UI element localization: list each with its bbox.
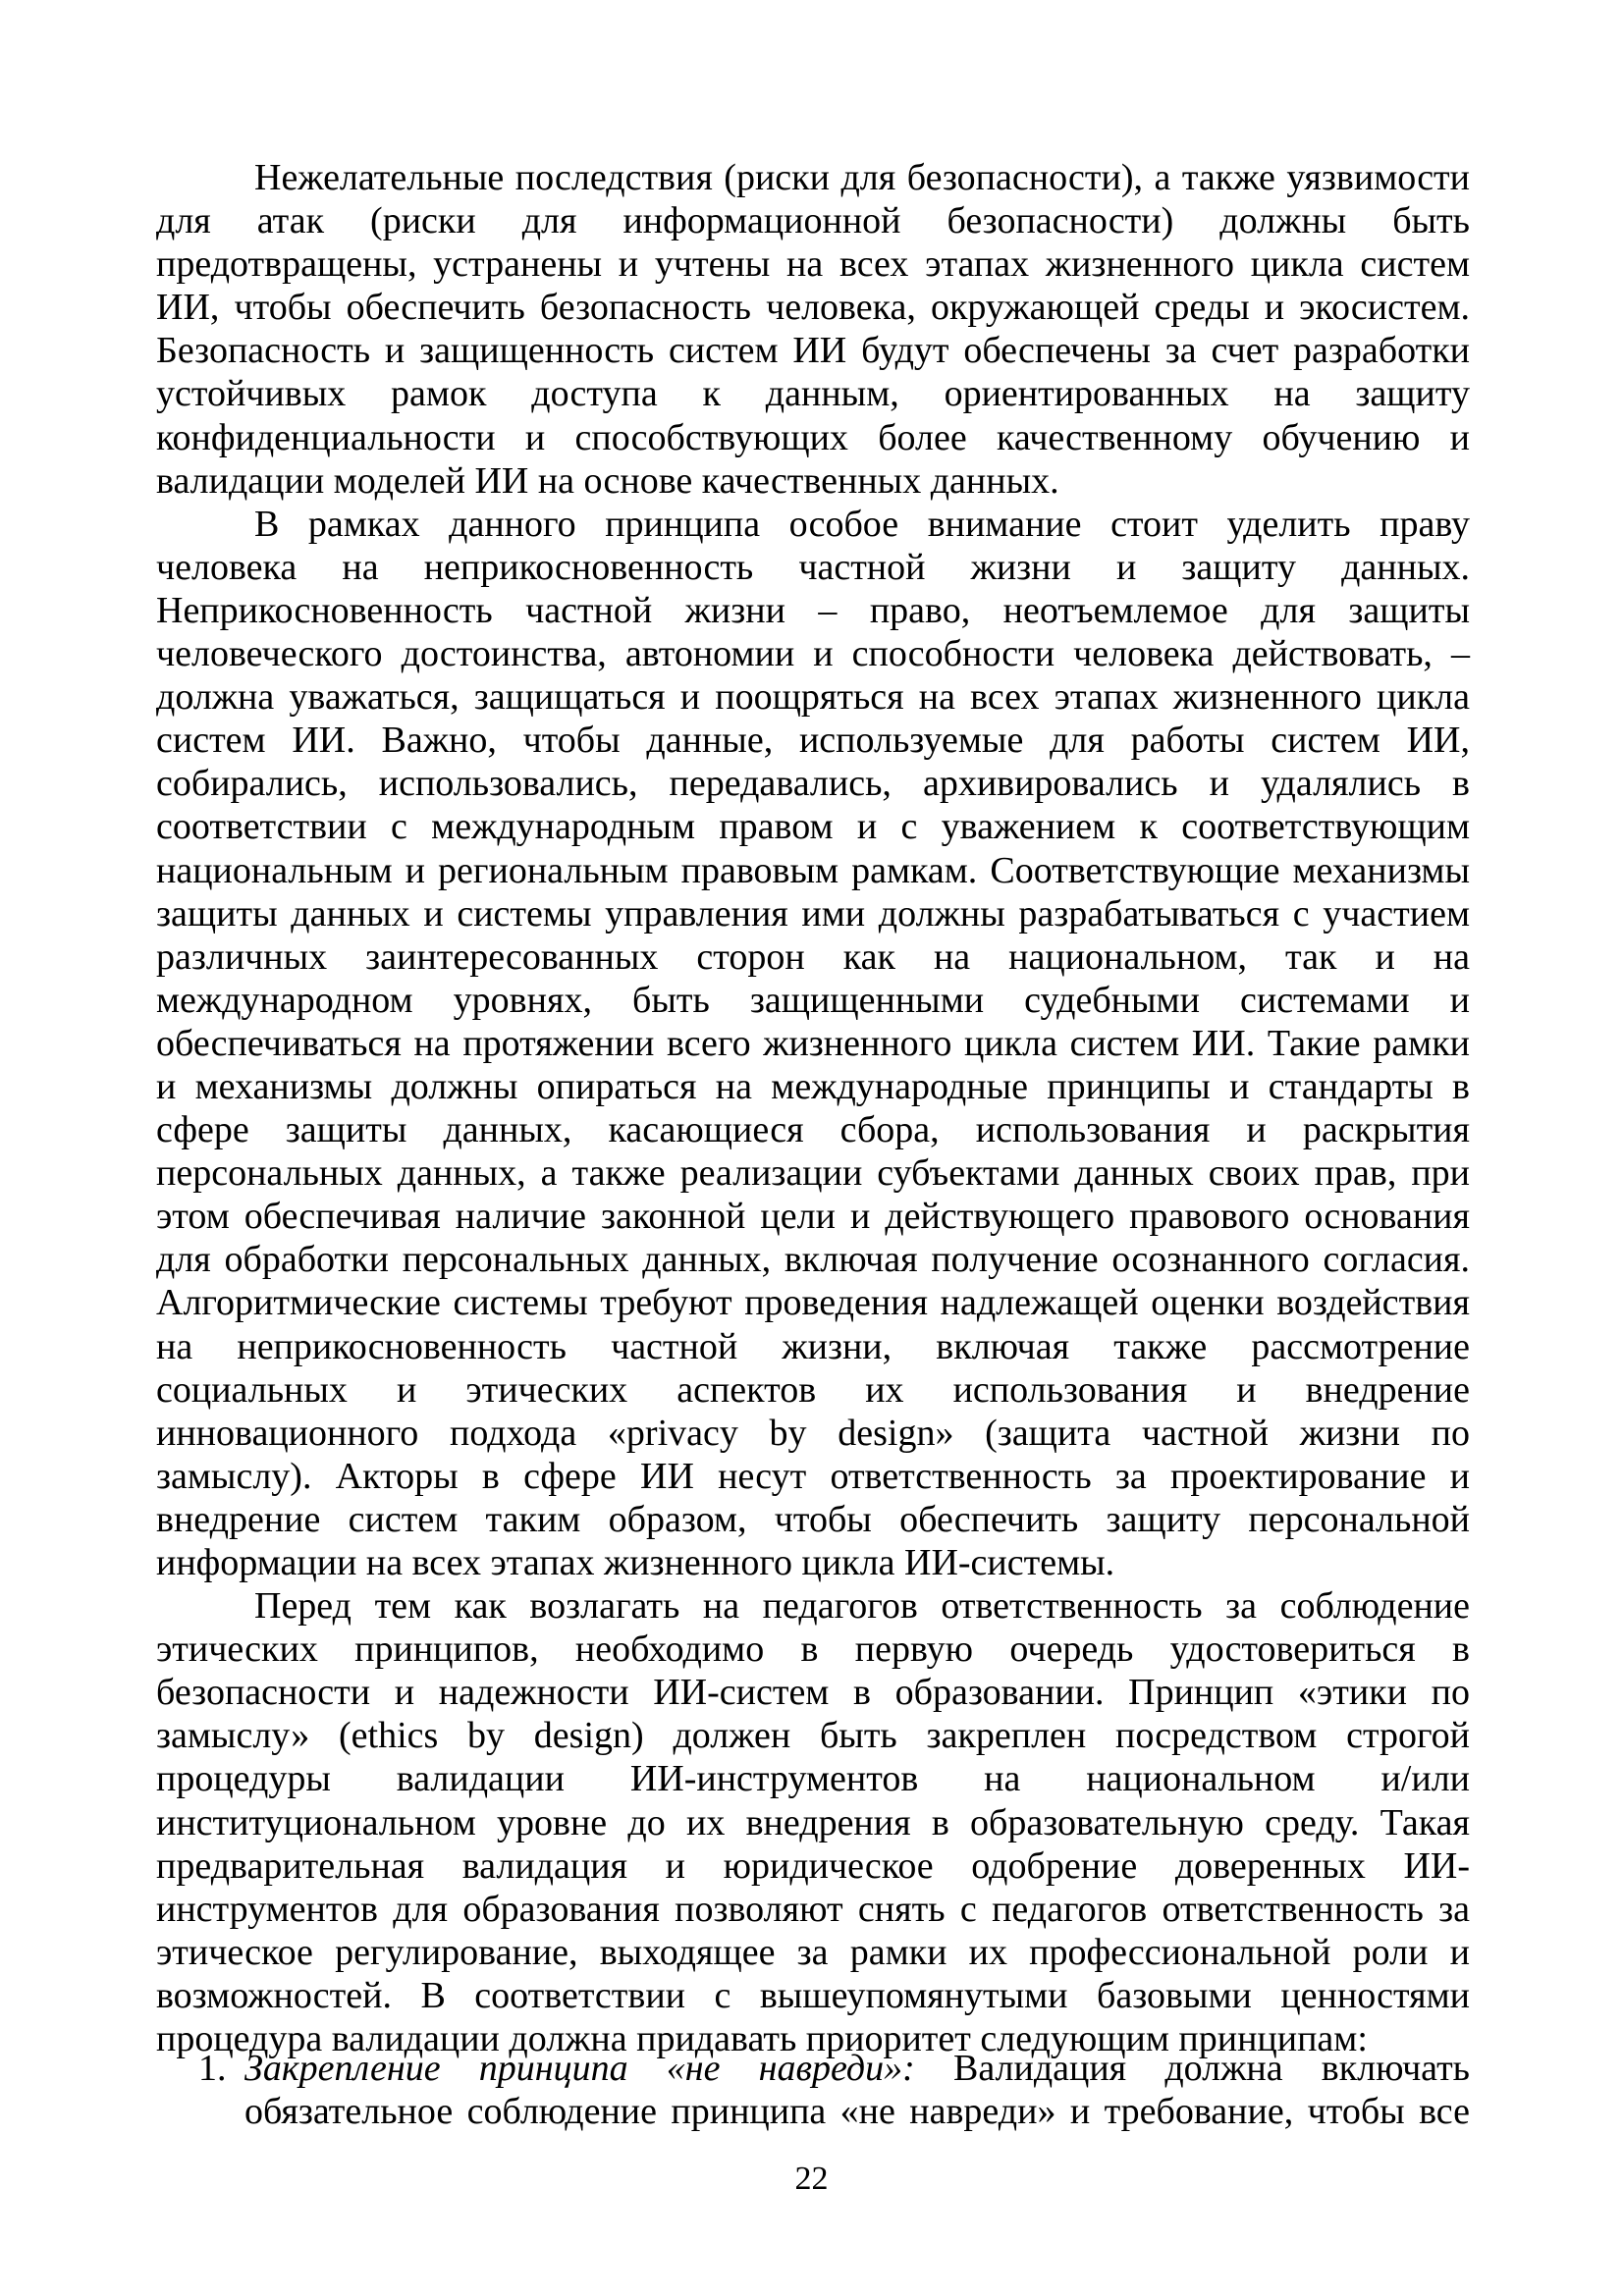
text-line: обеспечиваться на протяжении всего жизненного цикла систем ИИ. Такие рамки [156,1022,1470,1064]
text-line: человеческого достоинства, автономии и способности человека действовать, – [156,633,1470,675]
text-line: устойчивых рамок доступа к данным, ориентированных на защиту [156,373,1470,415]
text-line: предварительная валидация и юридическое одобрение доверенных ИИ- [156,1844,1470,1887]
text-line: инструментов для образования позволяют снять с педагогов ответственность за [156,1888,1470,1930]
text-line: предотвращены, устранены и учтены на всех этапах жизненного цикла систем [156,243,1470,286]
text-line: для обработки персональных данных, включая получение осознанного согласия. [156,1239,1470,1281]
text-line: процедура валидации должна придавать приоритет следующим принципам: [156,2018,1368,2060]
text-line: для атак (риски для информационной безопасности) должны быть [156,200,1470,242]
text-line: конфиденциальности и способствующих более качественному обучению и [156,416,1470,458]
text-line: процедуры валидации ИИ-инструментов на национальном и/или [156,1758,1470,1800]
text-line: замыслу). Акторы в сфере ИИ несут ответственность за проектирование и [156,1455,1470,1497]
list-item-line [244,2047,1470,2090]
text-line: социальных и этических аспектов их использования и внедрение [156,1368,1470,1411]
list-item-number: 1. [198,2048,227,2089]
text-line: ИИ, чтобы обеспечить безопасность человека, окружающей среды и экосистем. [156,287,1470,329]
list-item-text: Валидация должна включать [914,2048,1470,2089]
list-item [156,2047,1470,2133]
text-line: должна уважаться, защищаться и поощряться на всех этапах жизненного цикла [156,676,1470,719]
text-line: человека на неприкосновенность частной жизни и защиту данных. [156,546,1470,588]
text-line: систем ИИ. Важно, чтобы данные, используемые для работы систем ИИ, [156,720,1470,762]
text-line: на неприкосновенность частной жизни, включая также рассмотрение [156,1325,1470,1367]
text-line: этическое регулирование, выходящее за рамки их профессиональной роли и [156,1931,1470,1973]
text-line: валидации моделей ИИ на основе качественных данных. [156,459,1059,502]
numbered-list [156,2047,1470,2133]
text-line: Перед тем как возлагать на педагогов ответственность за соблюдение [254,1585,1470,1628]
page-number-text: 22 [794,2161,829,2197]
body-text [156,156,1470,2060]
text-line: этических принципов, необходимо в первую очередь удостовериться в [156,1629,1470,1671]
text-line: В рамках данного принципа особое внимание стоит уделить праву [254,503,1470,545]
list-item-line: обязательное соблюдение принципа «не навреди» и требование, чтобы все [244,2091,1470,2133]
text-line: защиты данных и системы управления ими должны разрабатываться с участием [156,892,1470,934]
page-number [0,2158,1623,2201]
text-line: сфере защиты данных, касающиеся сбора, использования и раскрытия [156,1109,1470,1151]
list-item-title: Закрепление принципа «не навреди»: [244,2048,915,2089]
text-line: внедрение систем таким образом, чтобы обеспечить защиту персональной [156,1498,1470,1540]
text-line: информации на всех этапах жизненного цикла ИИ-системы. [156,1542,1115,1583]
text-line: безопасности и надежности ИИ-систем в образовании. Принцип «этики по [156,1672,1470,1714]
text-line: международном уровнях, быть защищенными судебными системами и [156,979,1470,1021]
text-line: возможностей. В соответствии с вышеупомянутыми базовыми ценностями [156,1974,1470,2016]
text-line: Нежелательные последствия (риски для безопасности), а также уязвимости [254,157,1470,198]
text-line: собирались, использовались, передавались, архивировались и удалялись в [156,763,1470,805]
text-line: национальным и региональным правовым рамкам. Соответствующие механизмы [156,849,1470,891]
text-line: Безопасность и защищенность систем ИИ будут обеспечены за счет разработки [156,330,1470,372]
text-line: различных заинтересованных сторон как на национальном, так и на [156,935,1470,978]
text-line: инновационного подхода «privacy by design» (защита частной жизни по [156,1412,1470,1454]
text-line: этом обеспечивая наличие законной цели и действующего правового основания [156,1196,1470,1238]
text-line: и механизмы должны опираться на международные принципы и стандарты в [156,1065,1470,1107]
text-line: персональных данных, а также реализации субъектами данных своих прав, при [156,1152,1470,1195]
text-line: Неприкосновенность частной жизни – право, неотъемлемое для защиты [156,589,1470,631]
text-line: Алгоритмические системы требуют проведения надлежащей оценки воздействия [156,1282,1470,1324]
text-line: замыслу» (ethics by design) должен быть закреплен посредством строгой [156,1715,1470,1757]
text-line: институциональном уровне до их внедрения в образовательную среду. Такая [156,1801,1470,1843]
text-line: соответствии с международным правом и с уважением к соответствующим [156,806,1470,848]
paragraph-2 [156,503,1470,1584]
paragraph-1 [156,156,1470,503]
paragraph-3 [156,1584,1470,2060]
